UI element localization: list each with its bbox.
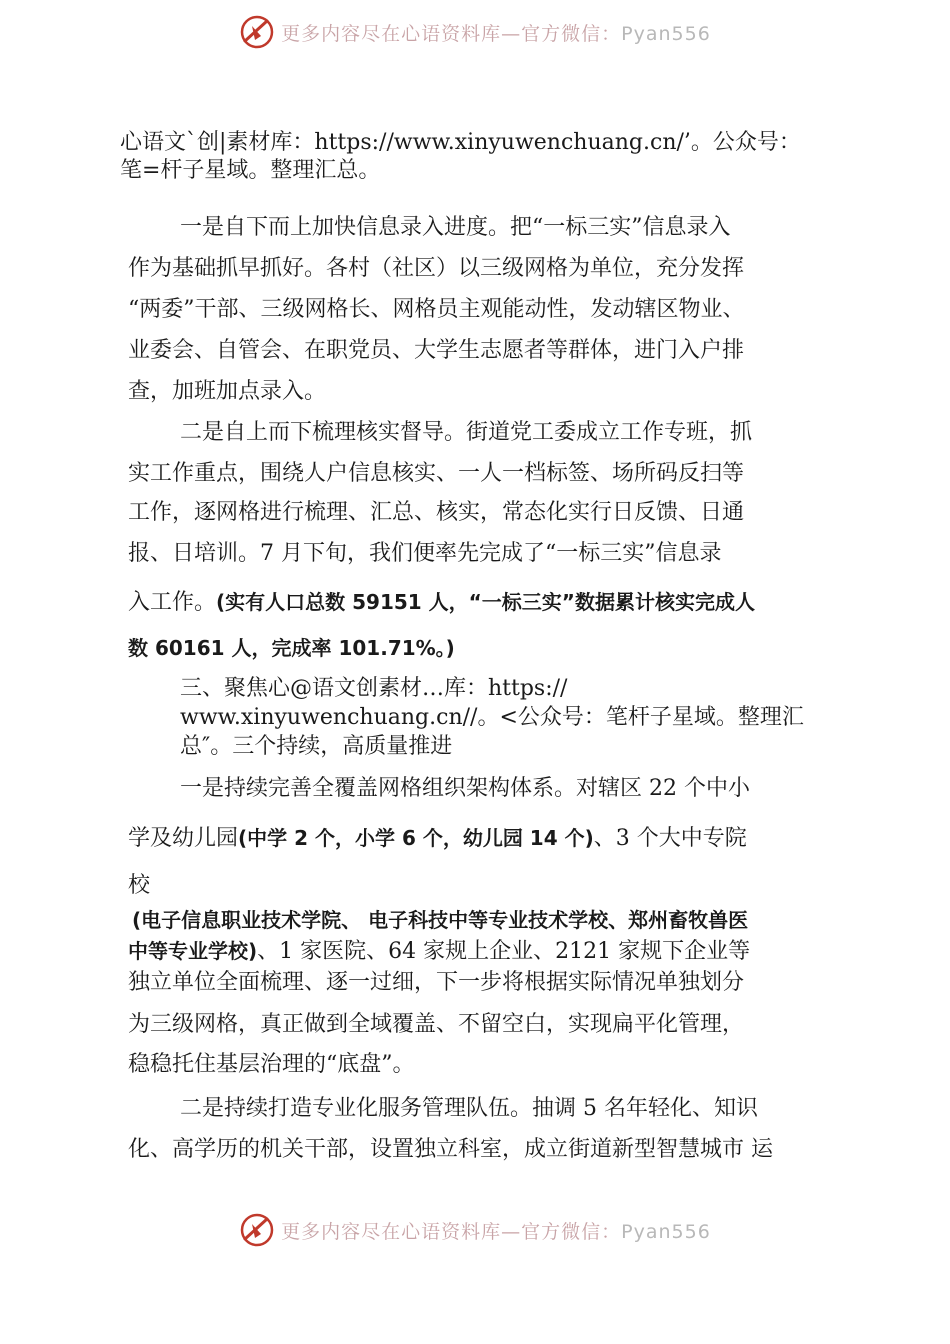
section-heading: 三、聚焦心@语文创素材…库：https:// [180,676,568,701]
text-line [128,936,750,967]
text-line: 作为基础抓早抓好。各村（社区）以三级网格为单位，充分发挥 [128,256,745,281]
paragraph-2-start: 二是自上而下梳理核实督导。街道党工委成立工作专班，抓 [180,420,753,445]
text-line: 为三级网格，真正做到全域覆盖、不留空白，实现扁平化管理， [128,1012,745,1037]
header-banner [0,14,950,50]
text-line: 报、日培训。7 月下旬，我们便率先完成了“一标三实”信息录 [128,541,722,566]
text-span: 学及幼儿园 [128,826,239,851]
text-line: 心语文`创|素材库：https://www.xinyuwenchuang.cn/’。公众号： [120,130,801,155]
text-line: 稳稳托住基层治理的“底盘”。 [128,1052,415,1077]
bold-stat-text: (实有人口总数 59151 人，“一标三实”数据累计核实完成人 [216,590,755,614]
text-line: 工作，逐网格进行梳理、汇总、核实，常态化实行日反馈、日通 [128,500,745,525]
paragraph-1-start: 一是自下而上加快信息录入进度。把“一标三实”信息录入 [180,215,731,240]
text-line: “两委”干部、三级网格长、网格员主观能动性，发动辖区物业、 [128,297,745,322]
text-line: 实工作重点，围绕人户信息核实、一人一档标签、场所码反扫等 [128,461,745,486]
bold-stat-text: 数 60161 人，完成率 101.71%。) [128,636,455,660]
paragraph-3-start: 一是持续完善全覆盖网格组织架构体系。对辖区 22 个中小 [180,776,750,801]
text-line: 校 [128,873,151,898]
section-heading: 总″。三个持续，高质量推进 [180,734,453,759]
text-line: 化、高学历的机关干部，设置独立科室，成立街道新型智慧城市 运 [128,1137,773,1162]
footer-wechat-id: Pyan556 [621,1220,711,1243]
text-line [128,823,747,854]
text-line [128,587,755,618]
footer-site-text: 更多内容尽在心语资料库—官方微信： [281,1220,622,1243]
footer-banner [0,1212,950,1248]
bold-count-text: (中学 2 个，小学 6 个，幼儿园 14 个) [238,826,594,850]
text-line: 笔=杆子星域。整理汇总。 [120,158,381,183]
text-span: 入工作。 [128,590,217,615]
logo-icon [239,14,275,50]
logo-icon [239,1212,275,1248]
header-site-text: 更多内容尽在心语资料库—官方微信： [281,22,622,45]
bold-school-list: (电子信息职业技术学院、 电子科技中等专业技术学校、郑州畜牧兽医 [132,908,749,932]
section-heading: www.xinyuwenchuang.cn//。<公众号：笔杆子星域。整理汇 [180,705,804,730]
text-span: 、3 个大中专院 [593,826,747,851]
bold-school-list: 中等专业学校) [128,939,258,963]
text-line: 独立单位全面梳理、逐一过细，下一步将根据实际情况单独划分 [128,970,745,995]
header-wechat-id: Pyan556 [621,22,711,45]
paragraph-4-start: 二是持续打造专业化服务管理队伍。抽调 5 名年轻化、知识 [180,1096,758,1121]
text-line: 查，加班加点录入。 [128,379,327,404]
text-line: 业委会、自管会、在职党员、大学生志愿者等群体，进门入户排 [128,338,745,363]
text-span: 、1 家医院、64 家规上企业、2121 家规下企业等 [257,939,751,964]
